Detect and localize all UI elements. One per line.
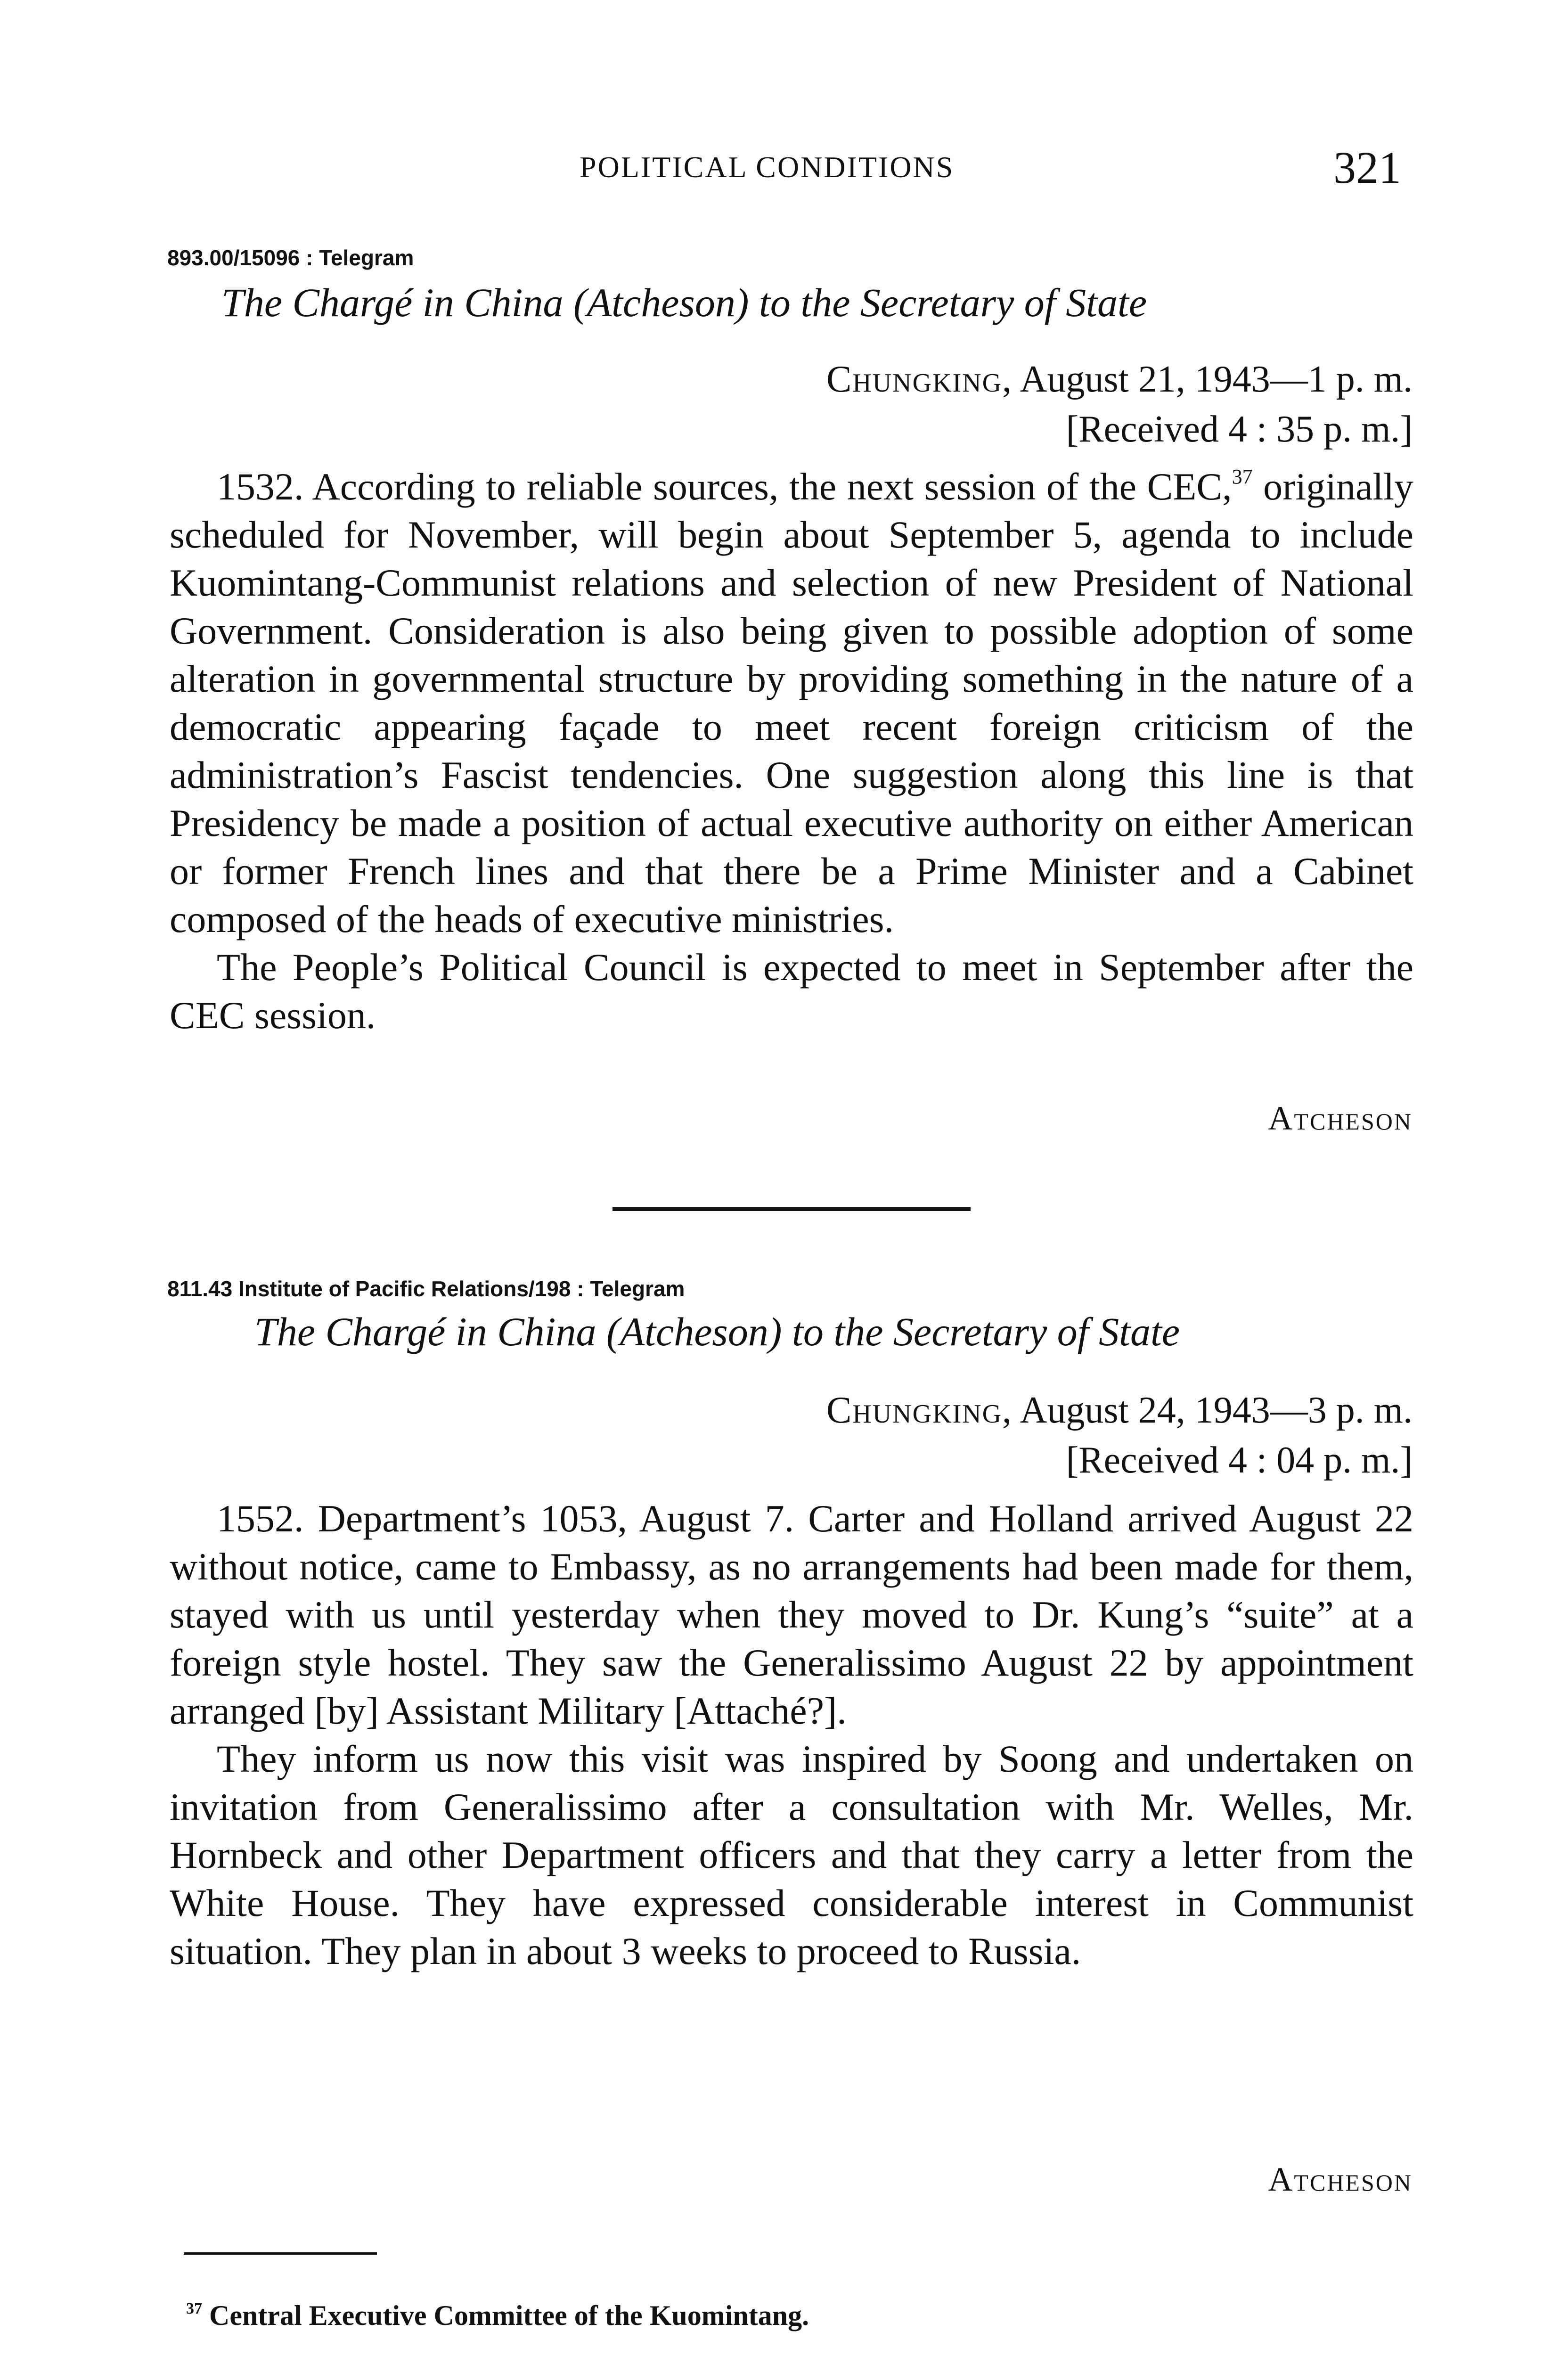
received-line-2: [Received 4 : 04 p. m.] [1066, 1440, 1413, 1481]
paragraph [170, 463, 1413, 943]
signature-1: Atcheson [1268, 1099, 1413, 1137]
dateline-2 [826, 1389, 1413, 1432]
running-head: POLITICAL CONDITIONS [580, 150, 955, 184]
document-body-2 [170, 1495, 1413, 1975]
document-reference-2: 811.43 Institute of Pacific Relations/198 : Telegram [167, 1276, 685, 1301]
document-body-1 [170, 463, 1413, 1039]
footnote-reference: 37 [1232, 465, 1253, 488]
dateline-place: Chungking, [826, 359, 1013, 400]
footnote [186, 2299, 809, 2332]
document-heading-2: The Chargé in China (Atcheson) to the Secretary of State [254, 1309, 1180, 1354]
received-line-1: [Received 4 : 35 p. m.] [1066, 409, 1413, 450]
dateline-1 [826, 358, 1413, 401]
document-reference-1: 893.00/15096 : Telegram [167, 245, 414, 270]
paragraph: The People’s Political Council is expected to meet in September after the CEC session. [170, 946, 1413, 1037]
dateline-place: Chungking, [826, 1390, 1013, 1431]
page-number: 321 [1333, 142, 1401, 193]
paragraph: 1552. Department’s 1053, August 7. Carter and Holland arrived August 22 without notice, came to Embassy, as no arrangements had been made for them, stayed with us until yesterday when they moved to Dr. Kung’s “suite” at a foreign style hostel. They saw the Generalissimo August 22 by appointment arranged [by] Assistant Military [Attaché?]. [170, 1497, 1413, 1732]
footnote-rule [184, 2252, 377, 2255]
footnote-text: Central Executive Committee of the Kuomintang. [202, 2300, 809, 2331]
footnote-mark: 37 [186, 2300, 202, 2317]
paragraph-text-continued: originally scheduled for November, will begin about September 5, agenda to include Kuomintang-Communist relations and selection of new President of National Government. Consideration is also being given to possible adoption of some alteration in governmental structure by providing something in the nature of a democratic appearing façade to meet recent foreign criticism of the administration’s Fascist tendencies. One suggestion along this line is that Presidency be made a position of actual executive authority on either American or former French lines and that there be a Prime Minister and a Cabinet composed of the heads of executive ministries. [170, 465, 1413, 941]
document-heading-1: The Chargé in China (Atcheson) to the Secretary of State [221, 280, 1147, 325]
signature-2: Atcheson [1268, 2160, 1413, 2198]
paragraph-text: 1532. According to reliable sources, the next session of the CEC, [217, 465, 1232, 508]
section-divider [612, 1207, 971, 1211]
paragraph: They inform us now this visit was inspired by Soong and undertaken on invitation from Generalissimo after a consultation with Mr. Welles, Mr. Hornbeck and other Department officers and that they carry a letter from the White House. They have expressed considerable interest in Communist situation. They plan in about 3 weeks to proceed to Russia. [170, 1737, 1413, 1972]
dateline-date: August 24, 1943—3 p. m. [1013, 1390, 1413, 1431]
dateline-date: August 21, 1943—1 p. m. [1013, 359, 1413, 400]
